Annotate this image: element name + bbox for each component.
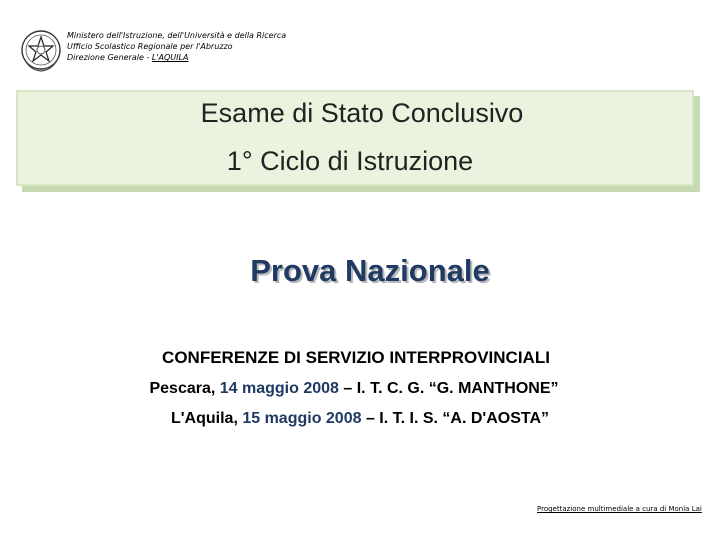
conference-venue: – I. T. I. S. “A. D'AOSTA” — [361, 410, 550, 427]
title-line-1: Esame di Stato Conclusivo — [200, 98, 524, 128]
conference-date: 15 maggio 2008 — [242, 410, 362, 427]
ministry-header — [67, 30, 286, 63]
title-line-2: 1° Ciclo di Istruzione — [226, 146, 474, 176]
title-box — [16, 90, 694, 186]
conference-venue: – I. T. C. G. “G. MANTHONE” — [338, 380, 559, 397]
ministry-line-3 — [67, 52, 286, 63]
conference-row-pescara — [0, 380, 714, 398]
conference-row-laquila — [0, 410, 720, 428]
subtitle-prova-nazionale: Prova Nazionale — [250, 253, 490, 288]
laquila-link[interactable]: L'AQUILA — [151, 53, 189, 62]
conference-city: Pescara, — [149, 380, 220, 397]
conference-date: 14 maggio 2008 — [219, 380, 339, 397]
ministry-line-1: Ministero dell'Istruzione, dell'Università e della Ricerca — [67, 31, 287, 40]
credit-text: Progettazione multimediale a cura di Monia Lai — [537, 505, 702, 513]
conference-city: L'Aquila, — [170, 410, 243, 427]
conferences-heading: CONFERENZE DI SERVIZIO INTERPROVINCIALI — [162, 348, 550, 367]
ministry-line-3-prefix: Direzione Generale - — [67, 53, 152, 62]
ministry-line-2: Ufficio Scolastico Regionale per l'Abruzzo — [67, 42, 233, 51]
republic-emblem-icon — [20, 26, 62, 74]
